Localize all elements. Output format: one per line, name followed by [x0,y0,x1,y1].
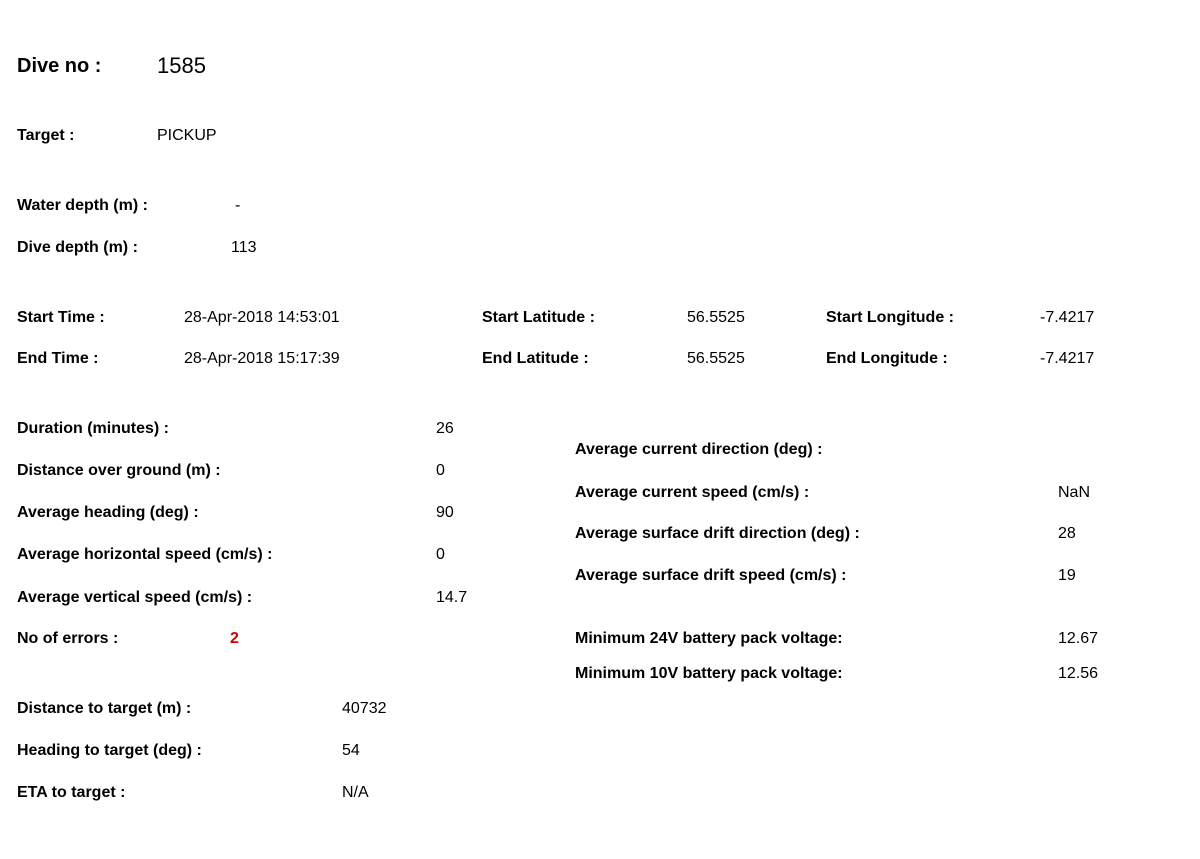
distance-over-ground-label: Distance over ground (m) : [17,462,221,479]
minimum-10v-voltage-value: 12.56 [1058,665,1099,682]
end-time-label: End Time : [17,350,99,367]
average-heading-value: 90 [436,504,454,521]
dive-depth-value: 113 [231,239,257,256]
minimum-24v-voltage-value: 12.67 [1058,630,1099,647]
average-surface-drift-speed-label: Average surface drift speed (cm/s) : [575,567,847,584]
start-latitude-label: Start Latitude : [482,309,595,326]
dive-depth-label: Dive depth (m) : [17,239,138,256]
average-surface-drift-direction-value: 28 [1058,525,1076,542]
errors-count: 2 [230,630,239,647]
average-surface-drift-speed-value: 19 [1058,567,1076,584]
end-latitude-label: End Latitude : [482,350,589,367]
average-current-direction-label: Average current direction (deg) : [575,441,823,458]
average-horizontal-speed-label: Average horizontal speed (cm/s) : [17,546,273,563]
start-longitude-value: -7.4217 [1040,309,1095,326]
start-time-value: 28-Apr-2018 14:53:01 [184,309,340,326]
end-latitude-value: 56.5525 [687,350,745,367]
duration-value: 26 [436,420,454,437]
average-current-speed-value: NaN [1058,484,1091,501]
end-longitude-value: -7.4217 [1040,350,1095,367]
heading-to-target-value: 54 [342,742,360,759]
average-vertical-speed-value: 14.7 [436,589,468,606]
heading-to-target-label: Heading to target (deg) : [17,742,202,759]
start-latitude-value: 56.5525 [687,309,745,326]
target-label: Target : [17,127,75,144]
minimum-24v-voltage-label: Minimum 24V battery pack voltage: [575,630,843,647]
average-heading-label: Average heading (deg) : [17,504,199,521]
minimum-10v-voltage-label: Minimum 10V battery pack voltage: [575,665,843,682]
eta-to-target-value: N/A [342,784,369,801]
dive-number-value: 1585 [157,53,206,78]
end-time-value: 28-Apr-2018 15:17:39 [184,350,340,367]
errors-label: No of errors : [17,630,119,647]
average-vertical-speed-label: Average vertical speed (cm/s) : [17,589,253,606]
target-value: PICKUP [157,127,217,144]
distance-over-ground-value: 0 [436,462,445,479]
average-horizontal-speed-value: 0 [436,546,445,563]
dive-number-label: Dive no : [17,55,102,77]
start-time-label: Start Time : [17,309,105,326]
water-depth-value: - [235,197,241,214]
distance-to-target-value: 40732 [342,700,387,717]
eta-to-target-label: ETA to target : [17,784,126,801]
end-longitude-label: End Longitude : [826,350,948,367]
average-current-speed-label: Average current speed (cm/s) : [575,484,810,501]
duration-label: Duration (minutes) : [17,420,169,437]
start-longitude-label: Start Longitude : [826,309,954,326]
water-depth-label: Water depth (m) : [17,197,148,214]
distance-to-target-label: Distance to target (m) : [17,700,192,717]
average-surface-drift-direction-label: Average surface drift direction (deg) : [575,525,860,542]
